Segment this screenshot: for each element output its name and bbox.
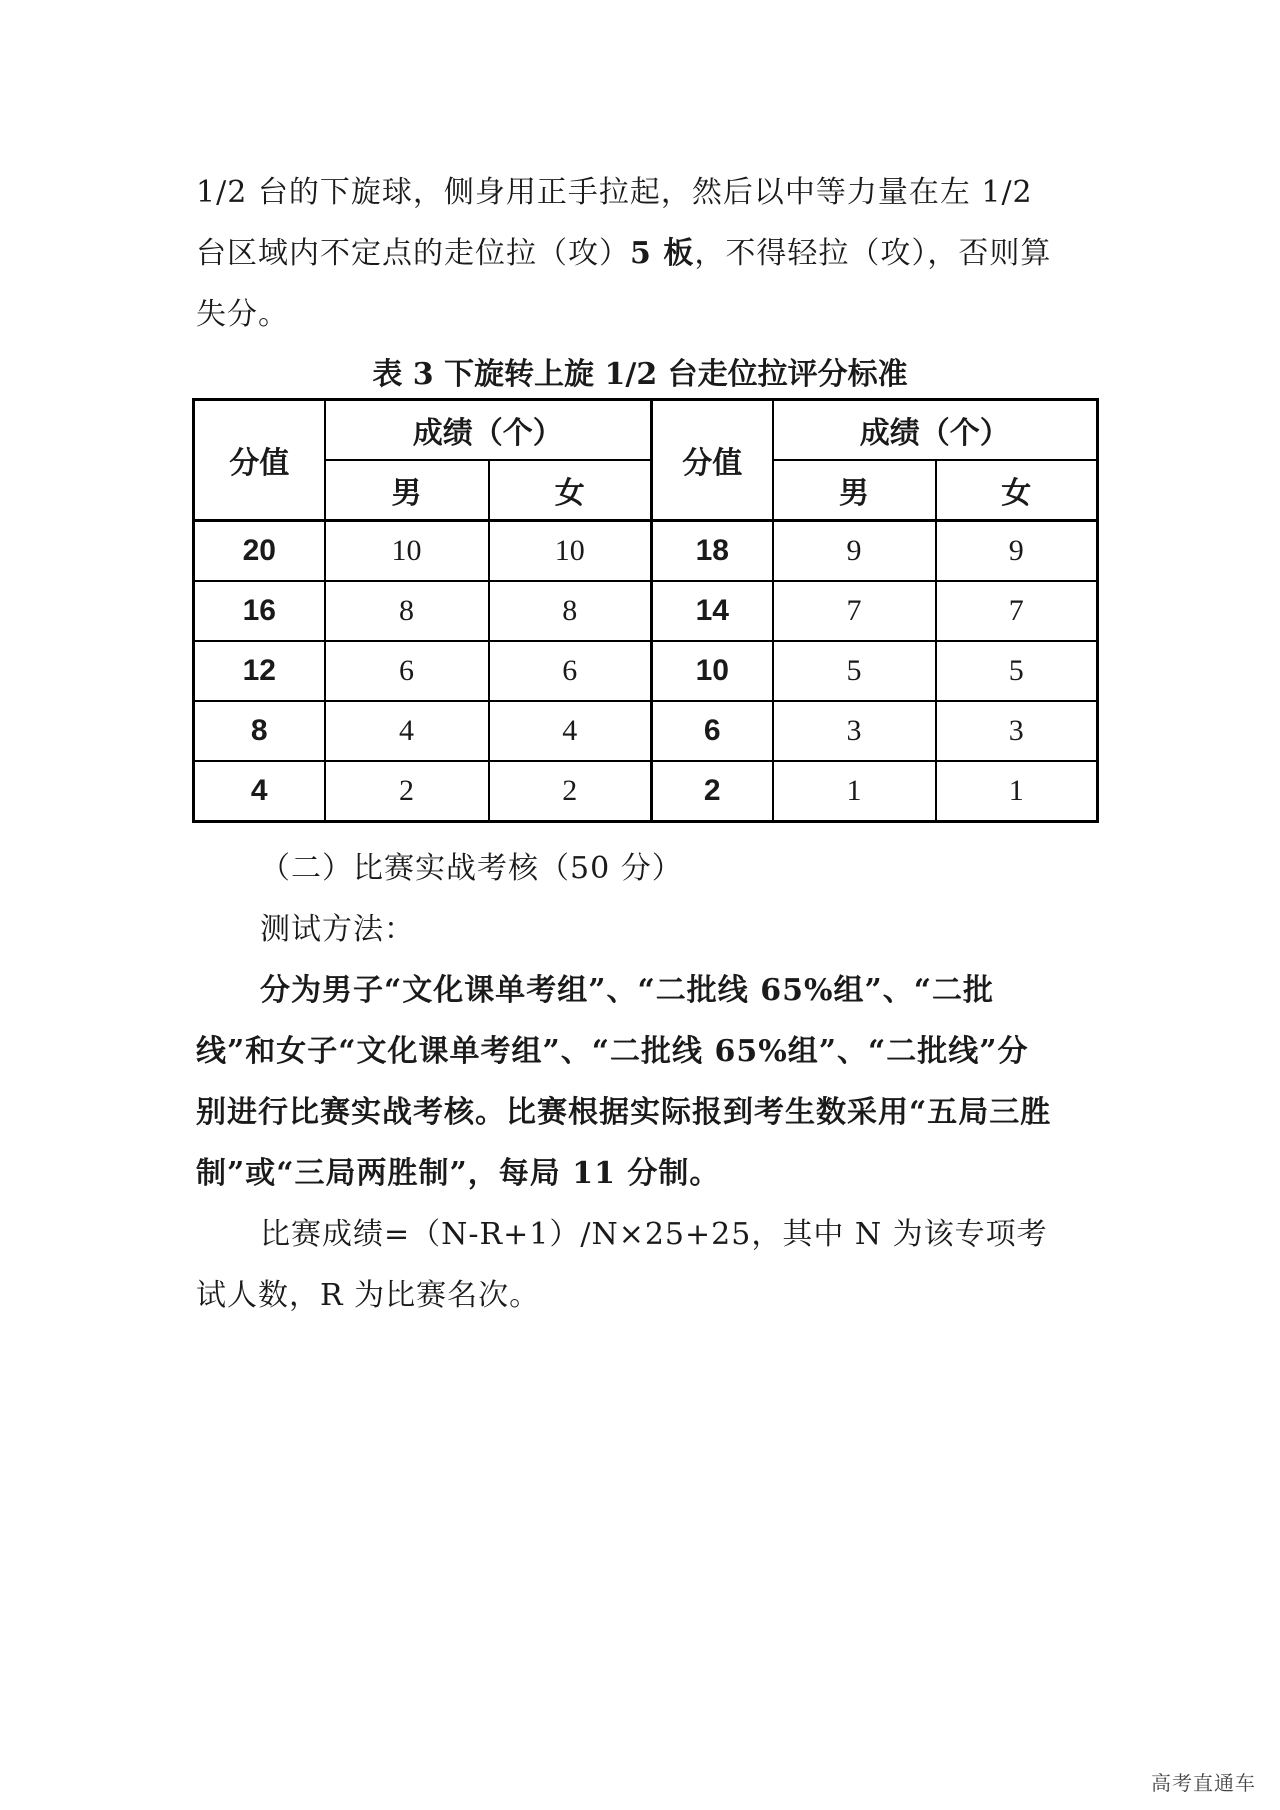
female-cell: 6 [489, 641, 652, 701]
score-cell: 18 [652, 521, 773, 582]
score-cell: 12 [194, 641, 325, 701]
header-male-left: 男 [325, 460, 489, 521]
watermark: 高考直通车 [1151, 1771, 1256, 1795]
female-cell: 1 [936, 761, 1098, 822]
header-female-right: 女 [936, 460, 1098, 521]
score-cell: 16 [194, 581, 325, 641]
header-result-right: 成绩（个） [773, 400, 1098, 461]
header-female-left: 女 [489, 460, 652, 521]
female-cell: 3 [936, 701, 1098, 761]
intro-paragraph [196, 162, 1056, 345]
table-caption: 表 3 下旋转上旋 1/2 台走位拉评分标准 [372, 357, 908, 392]
table-row [194, 521, 1098, 582]
female-cell: 9 [936, 521, 1098, 582]
score-cell: 4 [194, 761, 325, 822]
table-row [194, 761, 1098, 822]
male-cell: 5 [773, 641, 936, 701]
formula-paragraph: 比赛成绩=（N-R+1）/N×25+25，其中 N 为该专项考试人数，R 为比赛名次。 [196, 1217, 1048, 1313]
female-cell: 4 [489, 701, 652, 761]
male-cell: 2 [325, 761, 489, 822]
score-cell: 14 [652, 581, 773, 641]
intro-text-bold: 5 板 [630, 236, 695, 271]
intro-text-end: ，不得轻拉（攻），否则算失分。 [196, 236, 1052, 332]
table-row [194, 581, 1098, 641]
female-cell: 7 [936, 581, 1098, 641]
method-label: 测试方法： [260, 912, 415, 947]
score-cell: 6 [652, 701, 773, 761]
header-result-left: 成绩（个） [325, 400, 652, 461]
score-cell: 8 [194, 701, 325, 761]
header-score-left: 分值 [194, 400, 325, 521]
female-cell: 2 [489, 761, 652, 822]
intro-text-start: 1/2 台的下旋球，侧身用正手拉起，然后以中等力量在左 1/2 台区域内不定点的走位拉（攻） [196, 175, 1033, 271]
male-cell: 10 [325, 521, 489, 582]
male-cell: 9 [773, 521, 936, 582]
table-row [194, 701, 1098, 761]
male-cell: 6 [325, 641, 489, 701]
score-table [192, 398, 1099, 823]
male-cell: 3 [773, 701, 936, 761]
female-cell: 5 [936, 641, 1098, 701]
table-row [194, 641, 1098, 701]
female-cell: 10 [489, 521, 652, 582]
score-cell: 2 [652, 761, 773, 822]
header-score-right: 分值 [652, 400, 773, 521]
male-cell: 4 [325, 701, 489, 761]
header-male-right: 男 [773, 460, 936, 521]
method-body: 分为男子“文化课单考组”、“二批线 65%组”、“二批线”和女子“文化课单考组”、“二批线 65%组”、“二批线”分别进行比赛实战考核。比赛根据实际报到考生数采用“五局三胜制”或“三局两胜制”，每局 11 分制。 [196, 973, 1052, 1191]
score-cell: 10 [652, 641, 773, 701]
male-cell: 8 [325, 581, 489, 641]
score-cell: 20 [194, 521, 325, 582]
female-cell: 8 [489, 581, 652, 641]
section2-title: （二）比赛实战考核（50 分） [260, 851, 683, 886]
male-cell: 7 [773, 581, 936, 641]
male-cell: 1 [773, 761, 936, 822]
